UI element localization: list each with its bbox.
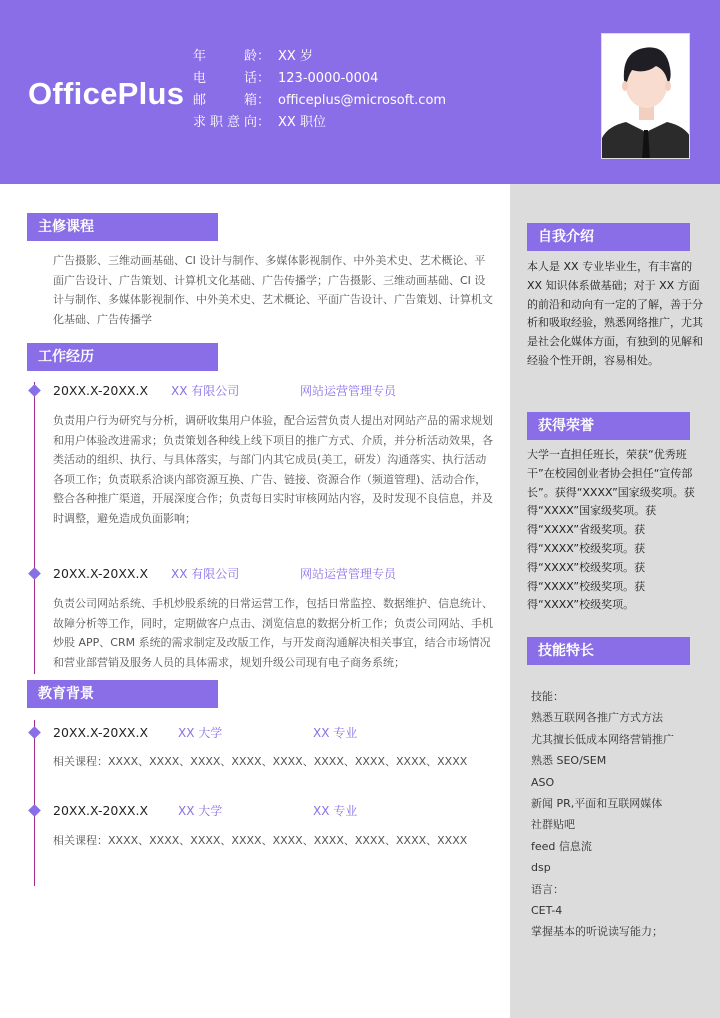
job-date: 20XX.X-20XX.X xyxy=(53,566,149,581)
courses-text: 广告摄影、三维动画基础、CI 设计与制作、多媒体影视制作、中外美术史、艺术概论、平面广告设计、广告策划、计算机文化基础、广告传播学；广告摄影、三维动画基础、CI 设计与制作、多媒体影视制作、中外美术史、艺术概论、平面广告设计、广告策划、计算机文化基础、广告传播学 xyxy=(53,254,493,326)
job-description: 负责用户行为研究与分析，调研收集用户体验，配合运营负责人提出对网站产品的需求规划和用户体验改进需求；负责策划各种线上线下项目的推广方式、介质，并分析活动效果，各类活动的组织、执行、与具体落实，与部门内其它成员(美工，研发）沟通落实、执行活动各项工作；负责联系洽谈内部资源互换、广告、链接、资源合作（频道管理)、活动合作，整合各种推广渠道，开展深度合作；负责每日实时审核网站内容，及时发现不良信息，并及时调整，避免造成负面影响； xyxy=(53,414,493,525)
edu-courses: 相关课程：XXXX、XXXX、XXXX、XXXX、XXXX、XXXX、XXXX、XXXX、XXXX xyxy=(53,755,468,768)
timeline-dot xyxy=(28,726,41,739)
skill-line: 社群贴吧 xyxy=(531,818,575,832)
skill-line: 熟悉互联网各推广方式方法 xyxy=(531,711,663,725)
skill-line: 技能： xyxy=(531,690,564,703)
skill-line: 尤其擅长低成本网络营销推广 xyxy=(531,732,674,746)
section-title-education: 教育背景 xyxy=(27,680,218,708)
section-title-honors: 获得荣誉 xyxy=(527,412,690,440)
timeline-dot xyxy=(28,567,41,580)
job-date: 20XX.X-20XX.X xyxy=(53,383,149,398)
edu-courses: 相关课程：XXXX、XXXX、XXXX、XXXX、XXXX、XXXX、XXXX、XXXX、XXXX xyxy=(53,834,468,847)
edu-school: XX 大学 xyxy=(178,804,223,818)
edu-date: 20XX.X-20XX.X xyxy=(53,803,149,818)
section-title-courses: 主修课程 xyxy=(27,213,218,241)
skill-line: 掌握基本的听说读写能力； xyxy=(531,925,663,939)
job-description: 负责公司网站系统、手机炒股系统的日常运营工作，包括日常监控、数据维护、信息统计、故障分析等工作，同时，定期做客户点击、浏览信息的数据分析工作；负责公司网站、手机炒股 APP、CRM 系统的需求制定及改版工作，与开发商沟通解决相关事宜，结合市场情况和营业部营销及服务人员的具体需求，规划升级公司现有电子商务系统； xyxy=(53,597,493,669)
skill-line: dsp xyxy=(531,861,551,875)
brand-name: OfficePlus xyxy=(28,76,185,111)
info-email: 邮箱 ： officeplus@microsoft.com xyxy=(193,93,447,108)
info-age: 年龄 ： XX 岁 xyxy=(193,49,313,64)
edu-school: XX 大学 xyxy=(178,726,223,740)
timeline-dot xyxy=(28,384,41,397)
header-banner xyxy=(0,0,720,184)
timeline-dot xyxy=(28,804,41,817)
profile-photo xyxy=(601,33,690,159)
personal-info xyxy=(193,46,446,134)
info-objective: 求职意向 ： XX 职位 xyxy=(193,115,326,130)
edu-major: XX 专业 xyxy=(313,804,358,818)
section-title-work: 工作经历 xyxy=(27,343,218,371)
skill-line: 语言： xyxy=(531,882,564,896)
edu-major: XX 专业 xyxy=(313,726,358,740)
skill-line: CET-4 xyxy=(531,903,563,917)
section-title-skills: 技能特长 xyxy=(527,637,690,665)
honors-text: 大学一直担任班长，荣获“优秀班干”在校园创业者协会担任“宣传部长”。获得“XXXX”国家级奖项。获得“XXXX”国家级奖项。获得“XXXX”省级奖项。获得“XXXX”校级奖项。获得“XXXX”校级奖项。获得“XXXX”校级奖项。获得“XXXX”校级奖项。 xyxy=(527,448,695,612)
job-company: XX 有限公司 xyxy=(171,567,240,581)
skills-list xyxy=(531,686,674,943)
person-avatar-icon xyxy=(602,34,690,159)
edu-date: 20XX.X-20XX.X xyxy=(53,725,149,740)
skill-line: feed 信息流 xyxy=(531,839,592,853)
skill-line: 熟悉 SEO/SEM xyxy=(531,754,607,768)
info-phone: 电话 ： 123-0000-0004 xyxy=(193,71,379,86)
job-company: XX 有限公司 xyxy=(171,384,240,398)
job-position: 网站运营管理专员 xyxy=(300,567,397,581)
section-title-intro: 自我介绍 xyxy=(527,223,690,251)
intro-text: 本人是 XX 专业毕业生，有丰富的 XX 知识体系做基础；对于 XX 方面的前沿和动向有一定的了解，善于分析和吸取经验，熟悉网络推广，尤其是社会化媒体方面，有独到的见解和经验个性开朗，容易相处。 xyxy=(527,260,703,367)
skill-line: 新闻 PR,平面和互联网媒体 xyxy=(531,796,663,810)
work-timeline xyxy=(34,382,35,674)
skill-line: ASO xyxy=(531,775,555,789)
job-position: 网站运营管理专员 xyxy=(300,384,397,398)
